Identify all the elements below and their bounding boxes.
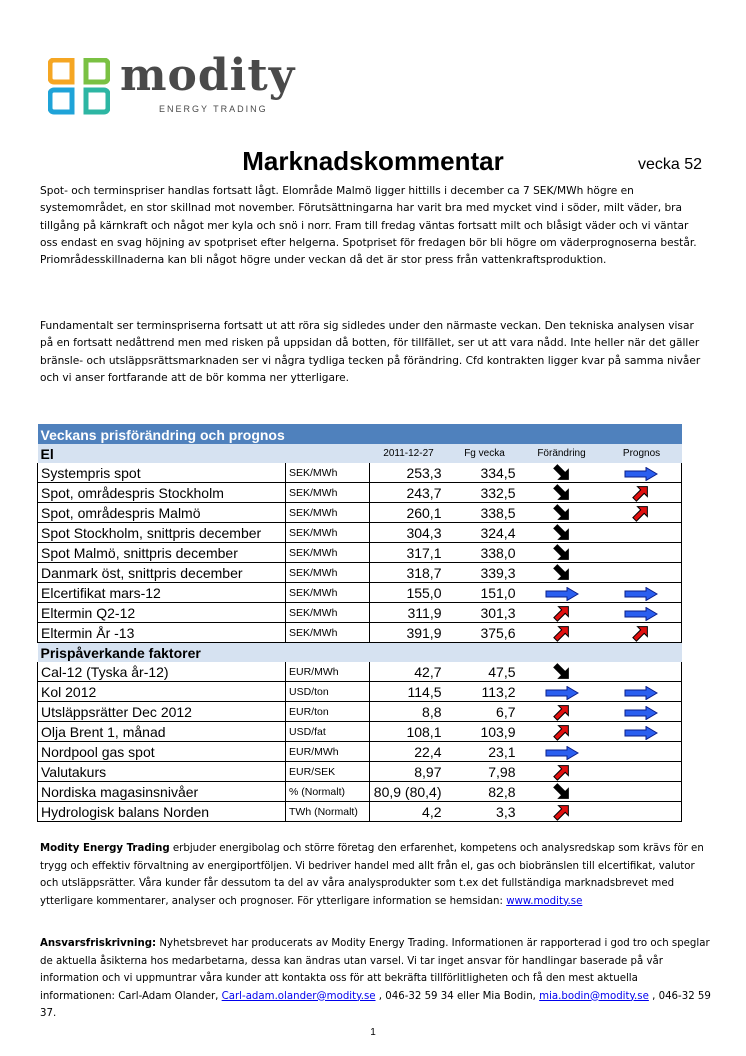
col-date: 2011-12-27: [370, 444, 448, 463]
table-title-row: [38, 425, 682, 445]
row-change: [522, 802, 602, 822]
row-value: 114,5: [370, 682, 448, 702]
arrow-right-icon: [545, 587, 579, 601]
row-forecast: [602, 722, 682, 742]
row-forecast: [602, 802, 682, 822]
row-forecast: [602, 523, 682, 543]
arrow-up-icon: [552, 723, 572, 741]
table-row: [38, 802, 682, 822]
row-forecast: [602, 762, 682, 782]
row-change: [522, 782, 602, 802]
row-unit: SEK/MWh: [286, 523, 370, 543]
col-forecast: Prognos: [602, 444, 682, 463]
row-name: Spot Malmö, snittpris december: [38, 543, 286, 563]
intro-paragraph-1: Spot- och terminspriser handlas fortsatt lågt. Elområde Malmö ligger hittills i december ca 7 SEK/MWh högre en systemområdet, en stor skillnad mot november. Förutsättningarna har varit bra med mycket vind i söder, milt väder, bra tillgång på kärnkraft och något mer kyla och snö i norr. Fram till fredag väntas fortsatt milt och blåsigt väder och vi väntar oss endast en svag höjning av spotpriset efter helgerna. Spotpriset för fredagen bör bli högre om väderprognoserna består. Priområdesskillnaderna kan bli något högre under veckan då det är stor press från vattenkraftsproduktion.: [40, 185, 697, 267]
row-name: Kol 2012: [38, 682, 286, 702]
arrow-right-icon: [545, 686, 579, 700]
row-unit: SEK/MWh: [286, 623, 370, 643]
row-unit: EUR/MWh: [286, 742, 370, 762]
row-name: Hydrologisk balans Norden: [38, 802, 286, 822]
row-name: Spot, områdespris Malmö: [38, 503, 286, 523]
row-unit: USD/ton: [286, 682, 370, 702]
row-prev: 375,6: [448, 623, 522, 643]
section-el-header: [38, 444, 682, 463]
intro-paragraph-2: Fundamentalt ser terminspriserna fortsatt ut att röra sig sidledes under den närmaste veckan. Den tekniska analysen visar på en fortsatt nedåttrend men med risken på uppsidan då botten, för tillfället, ser ut att vara nådd. Inte heller när det gäller bränsle- och utsläppsrättsmarknaden ser vi några tydliga tecken på förändring. Cfd kontrakten ligger kvar på samma nivåer och vi anser fortfarande att de bör komma ner ytterligare.: [40, 320, 701, 384]
table-row: [38, 563, 682, 583]
row-unit: TWh (Normalt): [286, 802, 370, 822]
row-forecast: [602, 543, 682, 563]
row-change: [522, 623, 602, 643]
row-name: Eltermin Q2-12: [38, 603, 286, 623]
arrow-up-icon: [552, 604, 572, 622]
row-name: Olja Brent 1, månad: [38, 722, 286, 742]
arrow-down-icon: [552, 464, 572, 482]
section-el-label: El: [38, 444, 286, 463]
row-prev: 338,0: [448, 543, 522, 563]
row-unit: EUR/MWh: [286, 662, 370, 682]
row-value: 8,8: [370, 702, 448, 722]
email-link-olander[interactable]: Carl-adam.olander@modity.se: [221, 990, 376, 1002]
row-prev: 6,7: [448, 702, 522, 722]
row-forecast: [602, 742, 682, 762]
arrow-right-icon: [624, 587, 658, 601]
arrow-up-icon: [552, 803, 572, 821]
row-change: [522, 563, 602, 583]
table-row: [38, 523, 682, 543]
arrow-down-icon: [552, 564, 572, 582]
row-name: Danmark öst, snittpris december: [38, 563, 286, 583]
row-value: 22,4: [370, 742, 448, 762]
row-change: [522, 722, 602, 742]
row-prev: 7,98: [448, 762, 522, 782]
row-unit: USD/fat: [286, 722, 370, 742]
row-value: 4,2: [370, 802, 448, 822]
page-title: Marknadskommentar: [242, 146, 504, 176]
row-prev: 301,3: [448, 603, 522, 623]
page-number: 1: [370, 1027, 376, 1038]
arrow-up-icon: [631, 624, 651, 642]
arrow-right-icon: [624, 706, 658, 720]
disclaimer-heading: Ansvarsfriskrivning:: [40, 938, 157, 949]
logo-subtitle: ENERGY TRADING: [159, 104, 268, 114]
arrow-right-icon: [624, 726, 658, 740]
row-name: Eltermin År -13: [38, 623, 286, 643]
row-change: [522, 543, 602, 563]
row-unit: SEK/MWh: [286, 543, 370, 563]
section-factors-header: [38, 643, 682, 663]
disclaimer-text: Nyhetsbrevet har producerats av Modity Energy Trading. Informationen är rapporterad i god tro och speglar de aktuella åsikterna hos medarbetarna, dessa kan ändras utan varsel. Vi tar inget ansvar för handlingar baserade på vår information och vi uppmuntrar våra kunder att kontakta oss för att bekräfta tillförlitligheten och få den mest aktuella informationen: Carl-Adam Olander,: [40, 938, 710, 1002]
row-change: [522, 523, 602, 543]
table-row: [38, 503, 682, 523]
row-name: Cal-12 (Tyska år-12): [38, 662, 286, 682]
arrow-up-icon: [631, 504, 651, 522]
row-forecast: [602, 603, 682, 623]
row-prev: 47,5: [448, 662, 522, 682]
row-forecast: [602, 463, 682, 483]
row-value: 317,1: [370, 543, 448, 563]
row-prev: 151,0: [448, 583, 522, 603]
table-row: [38, 543, 682, 563]
row-change: [522, 603, 602, 623]
row-unit: SEK/MWh: [286, 603, 370, 623]
row-change: [522, 702, 602, 722]
row-change: [522, 483, 602, 503]
arrow-down-icon: [552, 663, 572, 681]
arrow-up-icon: [552, 763, 572, 781]
row-value: 260,1: [370, 503, 448, 523]
website-link[interactable]: www.modity.se: [506, 895, 583, 907]
row-forecast: [602, 623, 682, 643]
table-row: [38, 583, 682, 603]
row-value: 253,3: [370, 463, 448, 483]
col-prev: Fg vecka: [448, 444, 522, 463]
row-forecast: [602, 782, 682, 802]
row-unit: SEK/MWh: [286, 583, 370, 603]
row-value: 155,0: [370, 583, 448, 603]
row-change: [522, 503, 602, 523]
table-row: [38, 682, 682, 702]
table-row: [38, 463, 682, 483]
row-value: 391,9: [370, 623, 448, 643]
row-value: 42,7: [370, 662, 448, 682]
arrow-down-icon: [552, 524, 572, 542]
table-row: [38, 623, 682, 643]
row-prev: 334,5: [448, 463, 522, 483]
row-forecast: [602, 563, 682, 583]
arrow-right-icon: [624, 467, 658, 481]
table-row: [38, 483, 682, 503]
row-name: Valutakurs: [38, 762, 286, 782]
week-label: vecka 52: [637, 156, 702, 173]
disclaimer-end: , 046-32 59 37.: [40, 990, 711, 1019]
row-name: Utsläppsrätter Dec 2012: [38, 702, 286, 722]
row-change: [522, 583, 602, 603]
row-prev: 3,3: [448, 802, 522, 822]
row-forecast: [602, 682, 682, 702]
arrow-up-icon: [552, 624, 572, 642]
table-title: Veckans prisförändring och prognos: [38, 425, 682, 445]
row-name: Nordiska magasinsnivåer: [38, 782, 286, 802]
logo-wordmark: modity: [120, 50, 296, 101]
row-unit: SEK/MWh: [286, 483, 370, 503]
row-name: Elcertifikat mars-12: [38, 583, 286, 603]
row-unit: SEK/MWh: [286, 503, 370, 523]
email-link-bodin[interactable]: mia.bodin@modity.se: [539, 990, 649, 1002]
row-value: 80,9 (80,4): [370, 782, 448, 802]
row-prev: 324,4: [448, 523, 522, 543]
table-row: [38, 603, 682, 623]
row-name: Spot Stockholm, snittpris december: [38, 523, 286, 543]
arrow-down-icon: [552, 544, 572, 562]
row-prev: 23,1: [448, 742, 522, 762]
row-name: Spot, områdespris Stockholm: [38, 483, 286, 503]
row-unit: SEK/MWh: [286, 463, 370, 483]
row-name: Nordpool gas spot: [38, 742, 286, 762]
row-prev: 338,5: [448, 503, 522, 523]
row-forecast: [602, 662, 682, 682]
row-prev: 113,2: [448, 682, 522, 702]
row-forecast: [602, 503, 682, 523]
table-row: [38, 702, 682, 722]
disclaimer-paragraph: [40, 935, 712, 1023]
row-value: 243,7: [370, 483, 448, 503]
arrow-right-icon: [624, 607, 658, 621]
row-value: 8,97: [370, 762, 448, 782]
table-row: [38, 662, 682, 682]
about-company: Modity Energy Trading: [40, 843, 170, 854]
about-paragraph: [40, 840, 712, 910]
about-text: erbjuder energibolag och större företag den erfarenhet, kompetens och analysredskap som krävs för en trygg och effektiv förvaltning av energiportföljen. Vi bedriver handel med allt från el, gas och biobränslen till elcertifikat, valutor och utsläppsrätter. Våra kunder får dessutom ta del av våra analysprodukter som t.ex det fullständiga marknadsbrevet med ytterligare kommentarer, analyser och prognoser. För ytterligare information se hemsidan:: [40, 843, 704, 907]
row-forecast: [602, 583, 682, 603]
table-row: [38, 742, 682, 762]
price-table: [37, 424, 682, 822]
modity-logo: [48, 50, 308, 120]
row-prev: 339,3: [448, 563, 522, 583]
row-change: [522, 662, 602, 682]
row-value: 304,3: [370, 523, 448, 543]
col-change: Förändring: [522, 444, 602, 463]
arrow-right-icon: [624, 686, 658, 700]
row-change: [522, 682, 602, 702]
row-value: 311,9: [370, 603, 448, 623]
row-unit: % (Normalt): [286, 782, 370, 802]
arrow-up-icon: [631, 484, 651, 502]
table-row: [38, 722, 682, 742]
row-change: [522, 762, 602, 782]
row-unit: SEK/MWh: [286, 563, 370, 583]
row-prev: 332,5: [448, 483, 522, 503]
row-prev: 82,8: [448, 782, 522, 802]
row-forecast: [602, 702, 682, 722]
logo-mark-icon: [48, 58, 110, 116]
table-row: [38, 762, 682, 782]
row-unit: EUR/ton: [286, 702, 370, 722]
arrow-down-icon: [552, 504, 572, 522]
table-row: [38, 782, 682, 802]
row-prev: 103,9: [448, 722, 522, 742]
arrow-up-icon: [552, 703, 572, 721]
disclaimer-mid: , 046-32 59 34 eller Mia Bodin,: [375, 990, 540, 1002]
row-value: 318,7: [370, 563, 448, 583]
section-factors-label: Prispåverkande faktorer: [38, 643, 682, 663]
row-name: Systempris spot: [38, 463, 286, 483]
arrow-right-icon: [545, 746, 579, 760]
row-value: 108,1: [370, 722, 448, 742]
row-unit: EUR/SEK: [286, 762, 370, 782]
row-change: [522, 742, 602, 762]
row-change: [522, 463, 602, 483]
arrow-down-icon: [552, 484, 572, 502]
arrow-down-icon: [552, 783, 572, 801]
row-forecast: [602, 483, 682, 503]
